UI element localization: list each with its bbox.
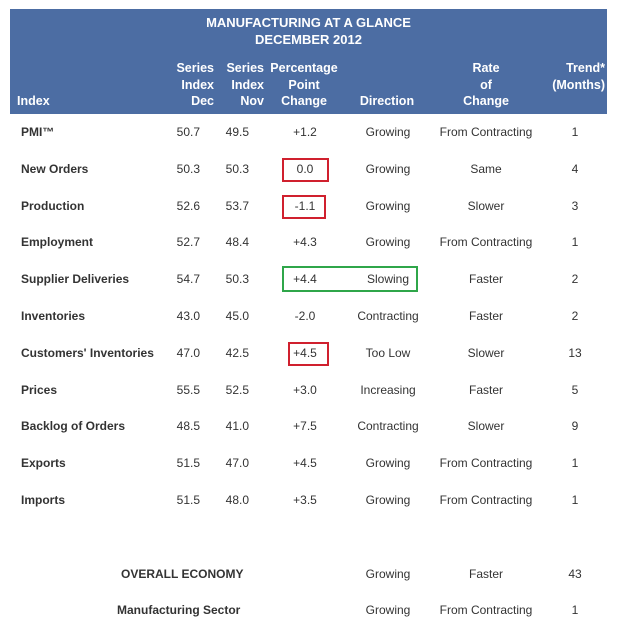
overall-row — [10, 600, 607, 620]
cell-trend: 4 — [571, 162, 579, 176]
cell-nov: 48.4 — [225, 235, 249, 249]
cell-change: +3.0 — [293, 383, 317, 397]
cell-change: -1.1 — [294, 199, 316, 213]
cell-dec: 51.5 — [176, 456, 200, 470]
row-name: Prices — [21, 383, 58, 397]
cell-rate: Faster — [468, 383, 503, 397]
table-row — [10, 380, 607, 400]
cell-direction: Growing — [365, 162, 411, 176]
cell-nov: 41.0 — [225, 419, 249, 433]
page-subtitle: DECEMBER 2012 — [255, 32, 362, 47]
cell-trend: 1 — [571, 125, 579, 139]
table-row — [10, 232, 607, 252]
cell-change: +4.5 — [293, 456, 317, 470]
cell-rate: From Contracting — [439, 603, 533, 617]
cell-rate: Faster — [468, 272, 503, 286]
cell-trend: 1 — [571, 456, 579, 470]
cell-dec: 43.0 — [176, 309, 200, 323]
cell-rate: Slower — [467, 346, 505, 360]
cell-rate: From Contracting — [439, 125, 533, 139]
cell-change: +4.5 — [293, 346, 317, 360]
cell-trend: 1 — [571, 603, 579, 617]
cell-direction: Growing — [365, 199, 411, 213]
cell-change: -2.0 — [294, 309, 316, 323]
cell-dec: 50.3 — [176, 162, 200, 176]
cell-direction: Increasing — [360, 383, 416, 397]
col-header-change: Percentage Point Change — [270, 61, 338, 108]
highlight-box-production-change — [282, 195, 326, 219]
cell-direction: Contracting — [357, 309, 419, 323]
cell-trend: 43 — [568, 567, 582, 581]
cell-direction: Growing — [365, 567, 411, 581]
row-name: Inventories — [21, 309, 86, 323]
cell-trend: 3 — [571, 199, 579, 213]
cell-direction: Growing — [365, 603, 411, 617]
row-name: Imports — [21, 493, 66, 507]
cell-change: +4.4 — [293, 272, 317, 286]
cell-nov: 48.0 — [225, 493, 249, 507]
cell-change: +3.5 — [293, 493, 317, 507]
highlight-box-new-orders-change — [282, 158, 329, 182]
cell-rate: From Contracting — [439, 493, 533, 507]
cell-trend: 1 — [571, 235, 579, 249]
cell-rate: Faster — [468, 567, 503, 581]
cell-nov: 47.0 — [225, 456, 249, 470]
cell-direction: Slowing — [366, 272, 410, 286]
cell-rate: Slower — [467, 199, 505, 213]
cell-dec: 54.7 — [176, 272, 200, 286]
cell-trend: 13 — [568, 346, 582, 360]
col-header-index: Index — [17, 94, 50, 108]
cell-nov: 50.3 — [225, 162, 249, 176]
cell-direction: Contracting — [357, 419, 419, 433]
cell-rate: From Contracting — [439, 235, 533, 249]
cell-rate: Same — [470, 162, 502, 176]
cell-direction: Growing — [365, 493, 411, 507]
cell-trend: 2 — [571, 309, 579, 323]
cell-dec: 52.7 — [176, 235, 200, 249]
col-header-direction: Direction — [359, 94, 415, 108]
row-name: Supplier Deliveries — [21, 272, 130, 286]
cell-dec: 55.5 — [176, 383, 200, 397]
row-name: Production — [21, 199, 85, 213]
overall-row-name: OVERALL ECONOMY — [121, 567, 244, 581]
table-row — [10, 306, 607, 326]
cell-nov: 52.5 — [225, 383, 249, 397]
cell-trend: 1 — [571, 493, 579, 507]
cell-change: +4.3 — [293, 235, 317, 249]
cell-change: 0.0 — [296, 162, 314, 176]
cell-direction: Too Low — [365, 346, 411, 360]
cell-dec: 50.7 — [176, 125, 200, 139]
cell-change: +7.5 — [293, 419, 317, 433]
cell-direction: Growing — [365, 235, 411, 249]
row-name: Customers' Inventories — [21, 346, 154, 360]
overall-row — [10, 564, 607, 584]
cell-rate: Faster — [468, 309, 503, 323]
table-row — [10, 122, 607, 142]
row-name: Backlog of Orders — [21, 419, 126, 433]
cell-direction: Growing — [365, 125, 411, 139]
cell-trend: 9 — [571, 419, 579, 433]
overall-row-name: Manufacturing Sector — [117, 603, 241, 617]
cell-dec: 51.5 — [176, 493, 200, 507]
cell-nov: 42.5 — [225, 346, 249, 360]
cell-rate: Slower — [467, 419, 505, 433]
col-header-trend: Trend* (Months) — [552, 61, 605, 92]
cell-trend: 5 — [571, 383, 579, 397]
row-name: Exports — [21, 456, 66, 470]
table-header — [10, 9, 607, 114]
highlight-box-customers-inventories-change — [288, 342, 329, 366]
row-name: New Orders — [21, 162, 89, 176]
table-row — [10, 490, 607, 510]
cell-trend: 2 — [571, 272, 579, 286]
page-title: MANUFACTURING AT A GLANCE — [206, 15, 411, 30]
cell-nov: 53.7 — [225, 199, 249, 213]
cell-nov: 50.3 — [225, 272, 249, 286]
col-header-dec: Series Index Dec — [176, 61, 214, 108]
row-name: PMI™ — [21, 125, 55, 139]
col-header-rate: Rate of Change — [463, 61, 509, 108]
highlight-box-supplier-deliveries — [282, 266, 418, 292]
cell-nov: 45.0 — [225, 309, 249, 323]
table-row — [10, 416, 607, 436]
cell-nov: 49.5 — [225, 125, 249, 139]
row-name: Employment — [21, 235, 94, 249]
col-header-nov: Series Index Nov — [226, 61, 264, 108]
cell-change: +1.2 — [293, 125, 317, 139]
cell-rate: From Contracting — [439, 456, 533, 470]
cell-dec: 48.5 — [176, 419, 200, 433]
table-row — [10, 453, 607, 473]
cell-direction: Growing — [365, 456, 411, 470]
cell-dec: 52.6 — [176, 199, 200, 213]
cell-dec: 47.0 — [176, 346, 200, 360]
